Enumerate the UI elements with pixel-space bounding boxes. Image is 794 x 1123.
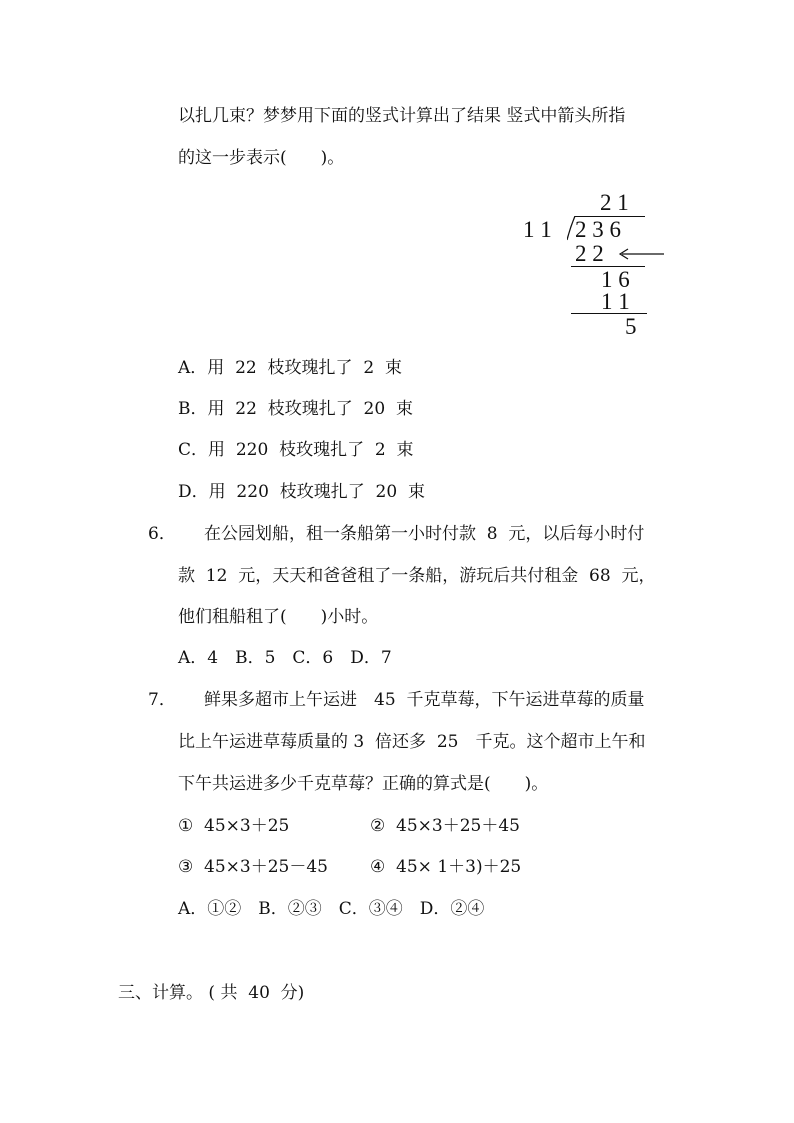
division-dividend: 2 3 6 — [575, 217, 621, 242]
division-step-1: 2 2 — [575, 241, 604, 266]
division-step-3: 1 1 — [601, 289, 630, 314]
q7-formula-2: ② 45×3＋25＋45 — [370, 816, 521, 836]
q5-option-a: A．用 22 枝玫瑰扎了 2 束 — [178, 358, 402, 378]
q5-line-2: 的这一步表示( )。 — [178, 148, 345, 168]
q6-options: A．4 B．5 C．6 D．7 — [178, 648, 392, 668]
q7-line-3: 下午共运进多少千克草莓？正确的算式是( )。 — [178, 774, 549, 794]
q5-option-c: C．用 220 枝玫瑰扎了 2 束 — [178, 440, 414, 460]
q7-options: A．①② B．②③ C．③④ D．②④ — [178, 899, 485, 919]
q6-line-1: 在公园划船，租一条船第一小时付款 8 元，以后每小时付 — [204, 524, 645, 544]
q5-option-b: B．用 22 枝玫瑰扎了 20 束 — [178, 399, 413, 419]
arrow-icon — [618, 248, 666, 260]
q7-formula-4: ④ 45× 1＋3)＋25 — [370, 857, 522, 877]
q7-line-2: 比上午运进草莓质量的 3 倍还多 25 千克。这个超市上午和 — [178, 732, 646, 752]
q5-option-d: D．用 220 枝玫瑰扎了 20 束 — [178, 482, 425, 502]
q7-line-1: 鲜果多超市上午运进 45 千克草莓，下午运进草莓的质量 — [204, 690, 645, 710]
division-remainder: 5 — [625, 314, 637, 339]
q7-formula-3: ③ 45×3＋25－45 — [178, 857, 329, 877]
q7-number: 7． — [148, 690, 176, 710]
section-3-title: 三、计算。 ( 共 40 分) — [118, 983, 305, 1003]
q6-line-2: 款 12 元，天天和爸爸租了一条船，游玩后共付租金 68 元， — [178, 566, 656, 586]
q6-number: 6． — [148, 524, 176, 544]
division-divisor: 1 1 — [523, 217, 552, 242]
division-quotient: 2 1 — [600, 190, 629, 215]
q6-line-3: 他们租船租了( )小时。 — [178, 607, 379, 627]
division-step-2: 1 6 — [601, 267, 630, 292]
q5-line-1: 以扎几束？梦梦用下面的竖式计算出了结果 竖式中箭头所指 — [178, 106, 626, 126]
q7-formula-1: ① 45×3＋25 — [178, 816, 290, 836]
long-division — [515, 186, 675, 346]
